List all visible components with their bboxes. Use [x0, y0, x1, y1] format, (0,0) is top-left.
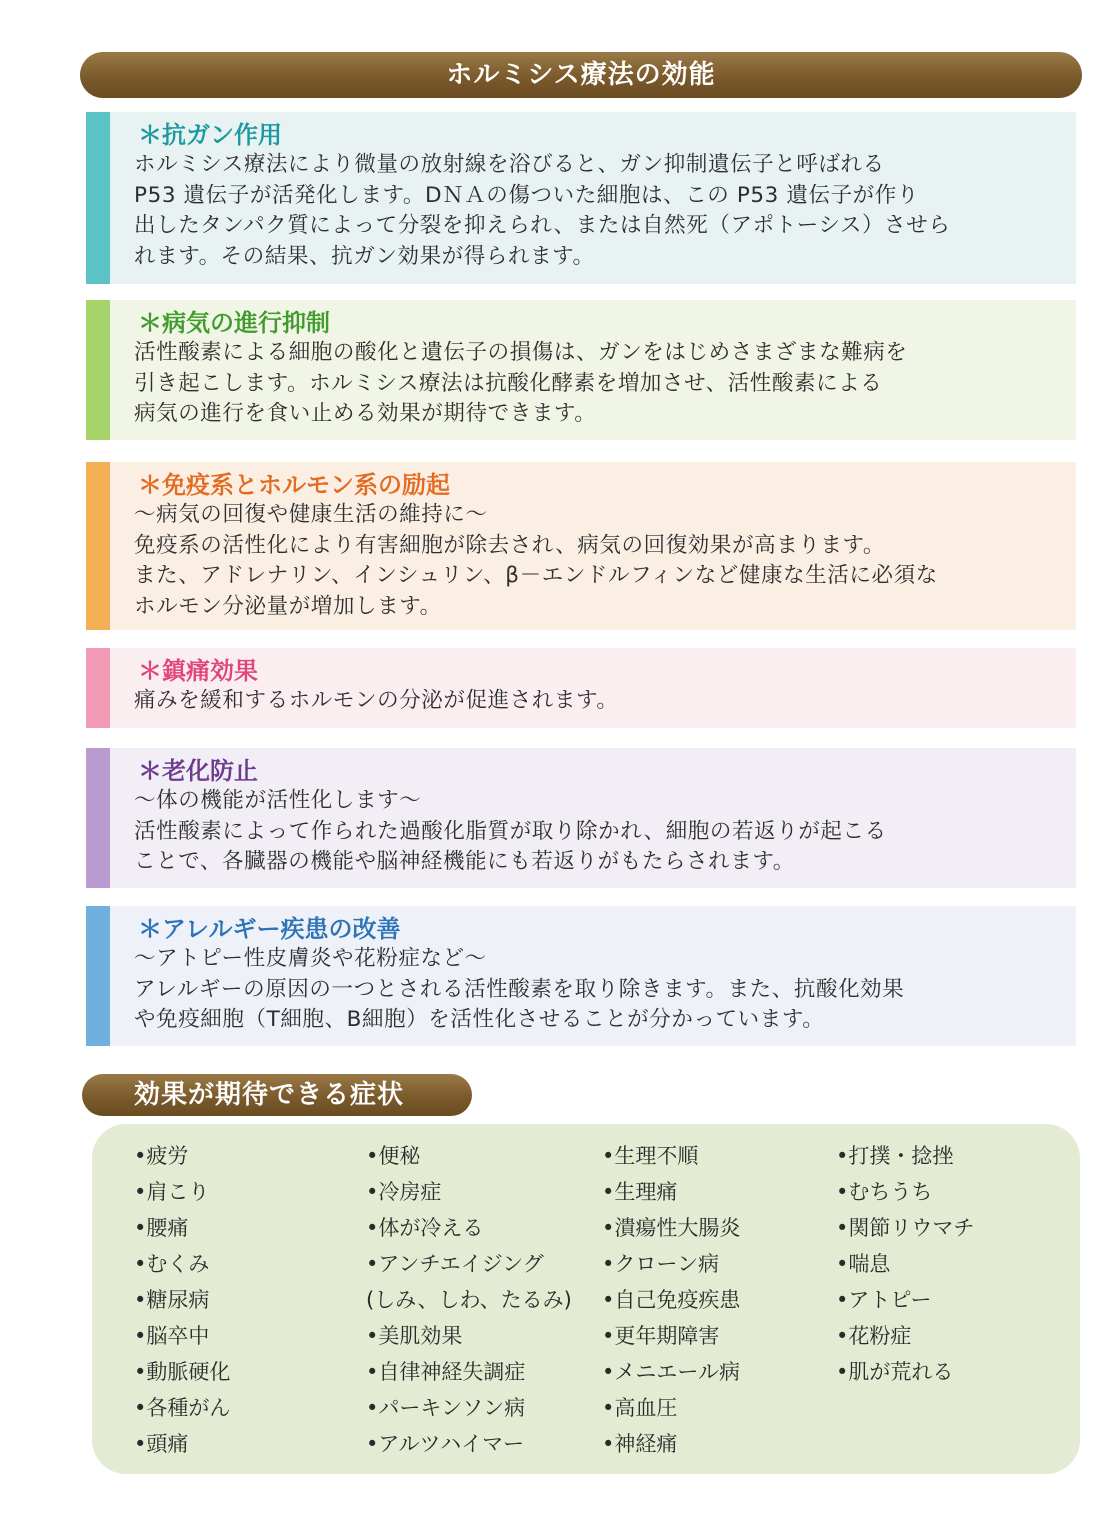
section-title: ＊免疫系とホルモン系の励起 [138, 471, 450, 499]
page-title-banner [80, 52, 1082, 98]
section-color-bar [86, 648, 110, 728]
symptom-item: •アルツハイマー [366, 1432, 525, 1456]
body-line: 出したタンパク質によって分裂を抑えられ、または自然死（アポトーシス）させら [134, 213, 951, 238]
symptom-item: •体が冷える [366, 1216, 484, 1240]
section-body [134, 975, 1046, 1036]
symptom-item: •美肌効果 [366, 1324, 463, 1348]
symptom-item: (しみ、しわ、たるみ) [366, 1288, 572, 1312]
symptom-item: •神経痛 [602, 1432, 678, 1456]
body-line: や免疫細胞（T細胞、B細胞）を活性化させることが分かっています。 [134, 1007, 825, 1032]
body-line: 活性酸素によって作られた過酸化脂質が取り除かれ、細胞の若返りが起こる [134, 818, 887, 844]
section-subtitle: ～アトピー性皮膚炎や花粉症など～ [134, 946, 487, 971]
body-line: 痛みを緩和するホルモンの分泌が促進されます。 [134, 688, 619, 713]
symptoms-title: 効果が期待できる症状 [134, 1080, 405, 1110]
body-line: アレルギーの原因の一つとされる活性酸素を取り除きます。また、抗酸化効果 [134, 976, 905, 1002]
section-body [134, 817, 1046, 878]
section-title: ＊病気の進行抑制 [138, 309, 330, 337]
page-title: ホルミシス療法の効能 [446, 60, 716, 90]
symptom-item: •冷房症 [366, 1180, 442, 1204]
body-line: ことで、各臓器の機能や脳神経機能にも若返りがもたらされます。 [134, 849, 795, 874]
body-line: 引き起こします。ホルミシス療法は抗酸化酵素を増加させ、活性酸素による [134, 370, 883, 396]
symptom-item: •パーキンソン病 [366, 1396, 526, 1420]
section-subtitle: ～体の機能が活性化します～ [134, 788, 422, 813]
section-color-bar [86, 906, 110, 1046]
body-line: ホルミシス療法により微量の放射線を浴びると、ガン抑制遺伝子と呼ばれる [134, 152, 885, 177]
symptom-item: •頭痛 [134, 1432, 189, 1456]
section-title: ＊アレルギー疾患の改善 [138, 915, 401, 943]
symptom-column-3 [602, 1138, 740, 1462]
symptom-item: •動脈硬化 [134, 1360, 231, 1384]
symptom-item: •脳卒中 [134, 1324, 210, 1348]
symptom-column-2 [366, 1138, 572, 1462]
body-line: P53 遺伝子が活発化します。DＮＡの傷ついた細胞は、この P53 遺伝子が作り [134, 182, 919, 208]
section-immune-hormone [86, 462, 1076, 630]
symptoms-title-banner [82, 1074, 472, 1116]
section-color-bar [86, 112, 110, 284]
symptom-item: •自律神経失調症 [366, 1360, 526, 1384]
section-title: ＊抗ガン作用 [138, 121, 282, 149]
symptom-item: •潰瘍性大腸炎 [602, 1216, 741, 1240]
symptom-item: •花粉症 [836, 1324, 912, 1348]
symptom-item: •関節リウマチ [836, 1216, 975, 1240]
section-allergy [86, 906, 1076, 1046]
body-line: 病気の進行を食い止める効果が期待できます。 [134, 401, 597, 426]
body-line: ホルモン分泌量が増加します。 [134, 593, 442, 619]
symptom-item: •生理痛 [602, 1180, 678, 1204]
symptom-item: •むくみ [134, 1252, 210, 1276]
section-anticancer [86, 112, 1076, 284]
section-subtitle: ～病気の回復や健康生活の維持に～ [134, 502, 488, 527]
symptom-column-4 [836, 1138, 974, 1390]
section-body [134, 338, 1046, 430]
section-disease-progression [86, 300, 1076, 440]
section-title: ＊老化防止 [138, 757, 258, 785]
symptom-item: •アトピー [836, 1288, 932, 1312]
section-pain-relief [86, 648, 1076, 728]
section-body [134, 150, 1046, 272]
symptom-item: •メニエール病 [602, 1360, 740, 1384]
symptom-item: •肩こり [134, 1180, 210, 1204]
symptom-item: •自己免疫疾患 [602, 1288, 741, 1312]
section-color-bar [86, 462, 110, 630]
section-color-bar [86, 300, 110, 440]
body-line: 活性酸素による細胞の酸化と遺伝子の損傷は、ガンをはじめさまざまな難病を [134, 340, 908, 365]
symptom-item: •クローン病 [602, 1252, 719, 1276]
symptom-item: •アンチエイジング [366, 1252, 544, 1276]
symptom-item: •打撲・捻挫 [836, 1144, 954, 1168]
symptom-item: •生理不順 [602, 1144, 699, 1168]
section-title: ＊鎮痛効果 [138, 657, 258, 685]
symptom-item: •喘息 [836, 1252, 891, 1276]
symptom-item: •糖尿病 [134, 1288, 210, 1312]
section-color-bar [86, 748, 110, 888]
symptom-item: •むちうち [836, 1180, 933, 1204]
section-body [134, 531, 1046, 623]
symptom-item: •便秘 [366, 1144, 421, 1168]
symptom-item: •疲労 [134, 1144, 189, 1168]
symptom-item: •肌が荒れる [836, 1360, 954, 1384]
section-anti-aging [86, 748, 1076, 888]
symptom-item: •更年期障害 [602, 1324, 720, 1348]
symptom-column-1 [134, 1138, 230, 1462]
section-body [134, 686, 1046, 717]
symptom-item: •高血圧 [602, 1396, 678, 1420]
body-line: れます。その結果、抗ガン効果が得られます。 [134, 243, 595, 269]
symptom-item: •各種がん [134, 1396, 231, 1420]
body-line: また、アドレナリン、インシュリン、β－エンドルフィンなど健康な生活に必須な [134, 563, 938, 588]
symptom-item: •腰痛 [134, 1216, 189, 1240]
body-line: 免疫系の活性化により有害細胞が除去され、病気の回復効果が高まります。 [134, 532, 885, 558]
